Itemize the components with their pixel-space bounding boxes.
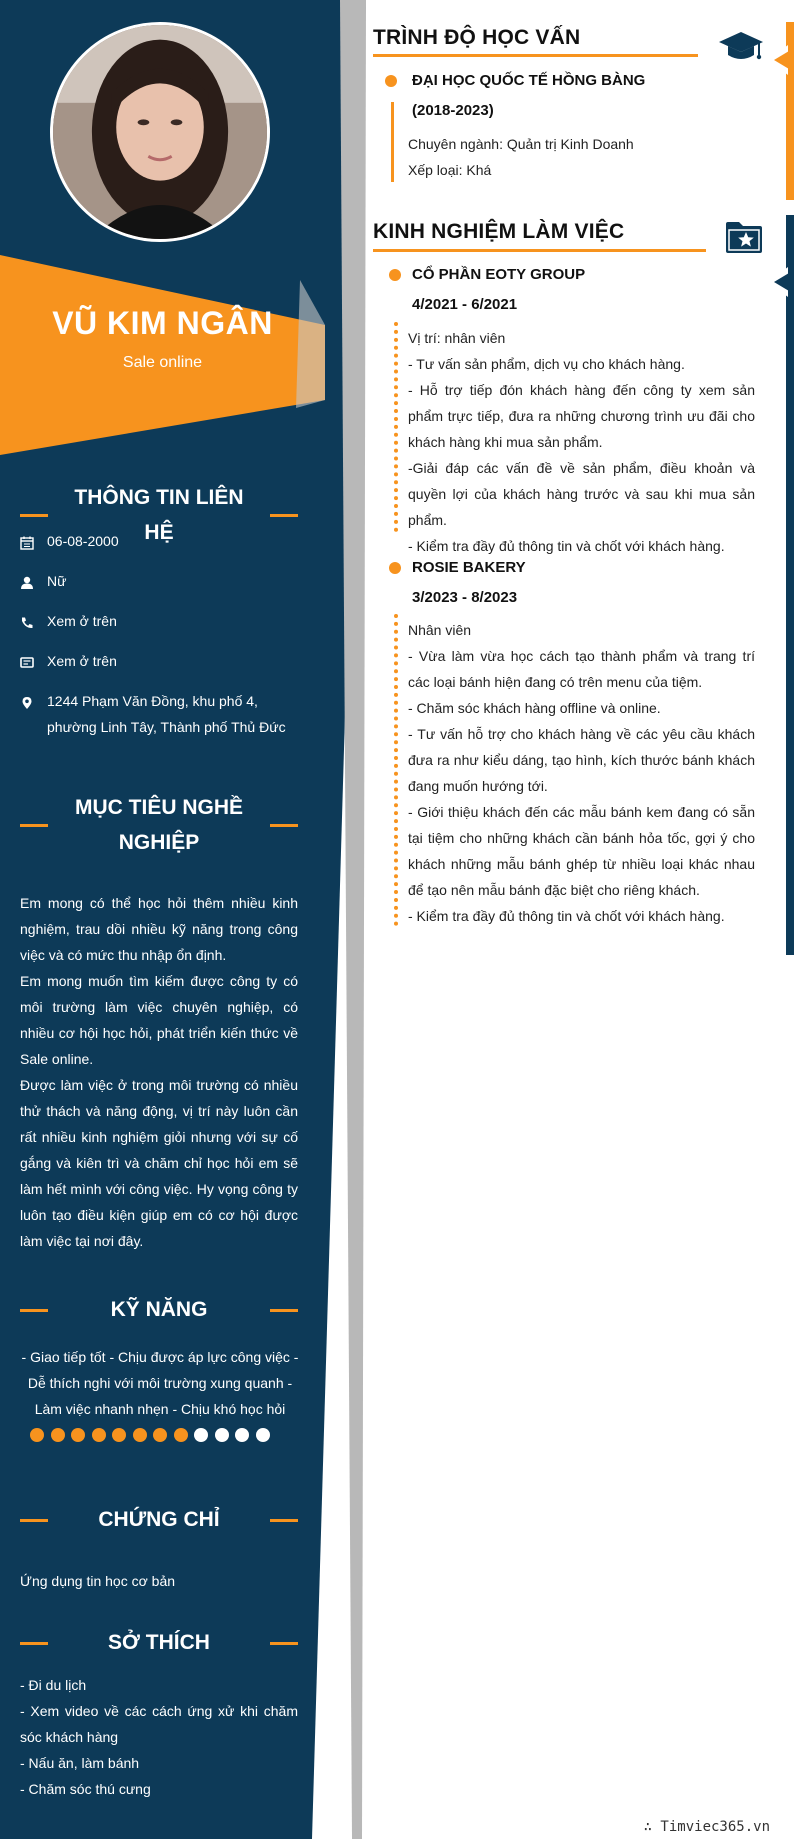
experience-notch xyxy=(768,267,794,297)
location-icon xyxy=(20,693,34,707)
job-bullet xyxy=(389,562,401,574)
job-period: 3/2023 - 8/2023 xyxy=(412,589,518,606)
skill-dot-empty xyxy=(235,1428,249,1442)
email-icon xyxy=(20,653,34,667)
folder-star-icon xyxy=(724,220,764,254)
skill-dot-filled xyxy=(133,1428,147,1442)
skill-dot-empty xyxy=(256,1428,270,1442)
education-underline xyxy=(373,54,698,57)
skill-dot-filled xyxy=(71,1428,85,1442)
skill-dot-filled xyxy=(112,1428,126,1442)
education-heading: TRÌNH ĐỘ HỌC VẤN xyxy=(373,26,581,49)
skill-rating xyxy=(30,1428,270,1442)
contact-email: Xem ở trên xyxy=(20,648,310,674)
avatar xyxy=(50,22,270,242)
job-description: Vị trí: nhân viên - Tư vấn sản phẩm, dịch vụ cho khách hàng. - Hỗ trợ tiếp đón khách hàng đến công ty xem sản phẩm trực tiếp, đưa ra những chương trình ưu đãi cho khách hàng khi mua sản phẩm. -Giải đáp các vấn đề về sản phẩm, điều khoản và quyền lợi của khách hàng trước và sau khi mua sản phẩm. - Kiểm tra đầy đủ thông tin và chốt với khách hàng. xyxy=(408,330,755,554)
objective-text: Em mong có thể học hỏi thêm nhiều kinh nghiệm, trau dồi nhiều kỹ năng trong công việc và có mức thu nhập ổn định. Em mong muốn tìm kiếm được công ty có môi trường làm việc chuyên nghiệp, có nhiều cơ hội học hỏi, phát triển kiến thức về Sale online. Được làm việc ở trong môi trường có nhiều thử thách và năng động, vị trí này luôn cần rất nhiều kinh nghiệm giỏi nhưng với sự cố gắng và kiên trì và chăm chỉ học hỏi em sẽ làm hết mình với công việc. Hy vọng công ty luôn tạo điều kiện giúp em có cơ hội được làm việc tại nơi đây. xyxy=(20,895,298,1249)
skill-dot-filled xyxy=(30,1428,44,1442)
skills-text: - Giao tiếp tốt - Chịu được áp lực công việc - Dễ thích nghi với môi trường xung quanh - Làm việc nhanh nhẹn - Chịu khó học hỏi xyxy=(21,1349,299,1417)
job-company: CỔ PHẦN EOTY GROUP xyxy=(412,266,586,283)
job-bullet xyxy=(389,269,401,281)
contact-birthday: 06-08-2000 xyxy=(20,528,310,554)
job-company: ROSIE BAKERY xyxy=(412,559,526,576)
contact-phone: Xem ở trên xyxy=(20,608,310,634)
objective-heading: MỤC TIÊU NGHỀ NGHIỆP xyxy=(20,790,298,860)
education-bullet xyxy=(385,75,397,87)
experience-side-bar xyxy=(786,215,794,955)
certificates-text: Ứng dụng tin học cơ bản xyxy=(20,1573,176,1589)
candidate-role: Sale online xyxy=(122,354,203,371)
hobbies-text: - Đi du lịch - Xem video về các cách ứng xử khi chăm sóc khách hàng - Nấu ăn, làm bánh - Chăm sóc thú cưng xyxy=(20,1677,298,1797)
skill-dot-empty xyxy=(215,1428,229,1442)
skill-dot-filled xyxy=(174,1428,188,1442)
skill-dot-filled xyxy=(153,1428,167,1442)
job-timeline xyxy=(394,322,398,532)
skills-heading: KỸ NĂNG xyxy=(20,1292,298,1327)
candidate-name: VŨ KIM NGÂN xyxy=(52,305,273,341)
hobbies-heading: SỞ THÍCH xyxy=(20,1625,298,1660)
experience-heading: KINH NGHIỆM LÀM VIỆC xyxy=(373,220,625,243)
skill-dot-empty xyxy=(194,1428,208,1442)
user-icon xyxy=(20,573,34,587)
education-detail: Chuyên ngành: Quản trị Kinh Doanh Xếp loại: Khá xyxy=(408,136,634,178)
education-school: ĐẠI HỌC QUỐC TẾ HỒNG BÀNG xyxy=(412,72,646,89)
certificates-heading: CHỨNG CHỈ xyxy=(20,1502,298,1537)
contact-address: 1244 Phạm Văn Đồng, khu phố 4, phường Linh Tây, Thành phố Thủ Đức xyxy=(20,688,310,740)
education-timeline xyxy=(391,102,394,182)
job-period: 4/2021 - 6/2021 xyxy=(412,296,518,313)
skill-dot-filled xyxy=(51,1428,65,1442)
calendar-icon xyxy=(20,533,34,547)
experience-underline xyxy=(373,249,706,252)
education-notch xyxy=(768,45,794,75)
graduation-cap-icon xyxy=(718,30,764,64)
contact-heading: THÔNG TIN LIÊN HỆ xyxy=(20,480,298,550)
contact-gender: Nữ xyxy=(20,568,310,594)
skill-dot-filled xyxy=(92,1428,106,1442)
education-years: (2018-2023) xyxy=(412,102,494,119)
job-timeline xyxy=(394,614,398,926)
phone-icon xyxy=(20,613,34,627)
watermark: ∴ Timviec365.vn xyxy=(643,1819,770,1835)
job-description: Nhân viên - Vừa làm vừa học cách tạo thành phẩm và trang trí các loại bánh hiện đang có trên menu của tiệm. - Chăm sóc khách hàng offline và online. - Tư vấn hỗ trợ cho khách hàng về các yêu cầu khách đưa ra như kiểu dáng, tạo hình, kích thước bánh khách đang muốn hướng tới. - Giới thiệu khách đến các mẫu bánh kem đang có sẵn tại tiệm cho những khách cần bánh hỏa tốc, gợi ý cho khách những mẫu bánh ghép từ nhiều loại khác nhau để tạo nên mẫu bánh đặc biệt cho riêng khách. - Kiểm tra đầy đủ thông tin và chốt với khách hàng. xyxy=(408,622,755,924)
